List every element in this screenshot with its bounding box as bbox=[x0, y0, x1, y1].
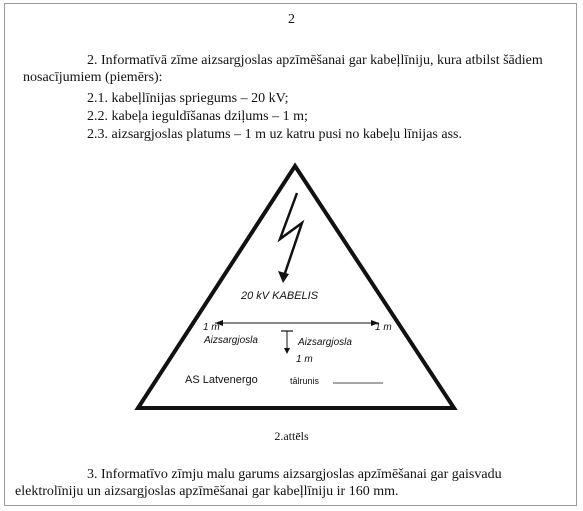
figure-caption: 2.attēls bbox=[274, 429, 309, 443]
right-zone-label: Aizsargjosla bbox=[298, 337, 352, 348]
depth-label: 1 m bbox=[296, 354, 313, 365]
cable-label: 20 kV KABELIS bbox=[241, 290, 319, 302]
section-3-text: 3. Informatīvo zīmju malu garums aizsargjoslas apzīmēšanai gar gaisvadu elektrolīniju un aizsargjoslas apzīmēšanai gar kabeļlīniju ir 160 mm. bbox=[15, 467, 502, 499]
phone-label: tālrunis bbox=[290, 376, 320, 386]
warning-triangle-svg bbox=[132, 161, 460, 416]
page-number: 2 bbox=[288, 12, 295, 27]
list-item-2-3: 2.3. aizsargjoslas platums – 1 m uz katru pusi no kabeļu līnijas ass. bbox=[87, 127, 462, 142]
list-item-2-2: 2.2. kabeļa ieguldīšanas dziļums – 1 m; bbox=[87, 109, 308, 124]
section-2-intro: 2. Informatīvā zīme aizsargjoslas apzīmēšanai gar kabeļlīniju, kura atbilst šādiem nosacījumiem (piemērs): bbox=[23, 53, 543, 85]
company-name: AS Latvenergo bbox=[185, 374, 258, 386]
right-width-label: 1 m bbox=[375, 322, 392, 333]
warning-sign-figure bbox=[132, 161, 460, 416]
left-width-label: 1 m bbox=[203, 322, 220, 333]
list-item-2-1: 2.1. kabeļlīnijas spriegums – 20 kV; bbox=[87, 91, 289, 106]
document-page bbox=[4, 3, 577, 506]
warning-triangle bbox=[138, 166, 454, 408]
left-zone-label: Aizsargjosla bbox=[204, 335, 258, 346]
